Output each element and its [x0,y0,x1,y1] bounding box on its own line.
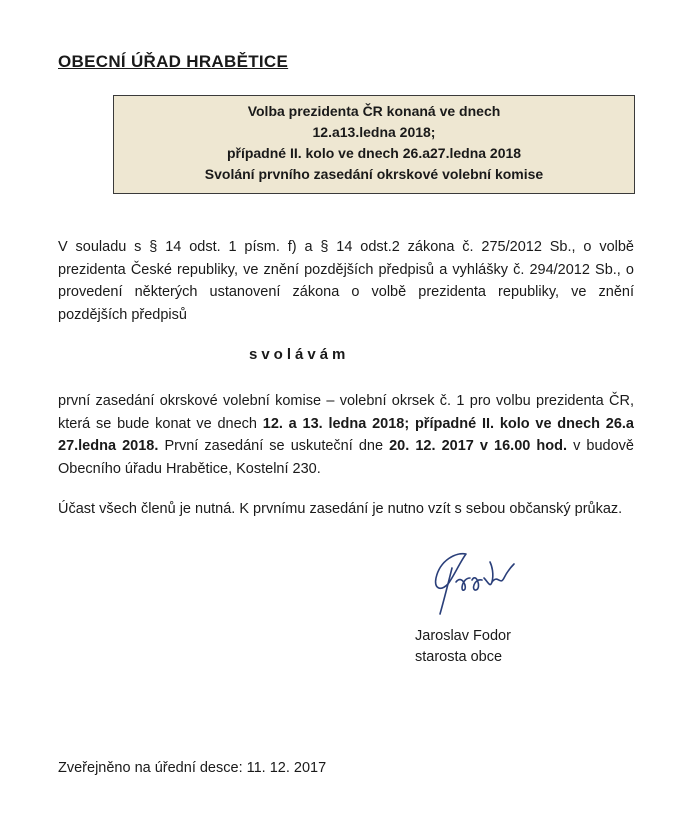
meeting-datetime: 20. 12. 2017 v 16.00 hod. [389,438,568,454]
signer-role: starosta obce [415,649,503,665]
convening-paragraph [58,390,634,480]
signer-block [415,626,511,668]
convening-text-3: v budově Obecního úřadu Hrabětice, Kostelní 230. [58,438,634,477]
convening-text-2: První zasedání se uskuteční dne [158,438,390,454]
signer-name: Jaroslav Fodor [415,628,511,644]
header-line-4: Svolání prvního zasedání okrskové volební komise [204,166,544,182]
election-header-box [113,95,635,194]
convening-text-1: první zasedání okrskové volební komise – volební okrsek č. 1 pro volbu prezidenta ČR, která se bude konat ve dnech [58,393,634,432]
header-line-3: případné II. kolo ve dnech 26.a27.ledna 2018 [226,145,522,161]
attendance-note: Účast všech členů je nutná. K prvnímu zasedání je nutno vzít s sebou občanský průkaz. [58,501,623,517]
header-line-2: 12.a13.ledna 2018; [312,124,436,140]
header-line-1: Volba prezidenta ČR konaná ve dnech [247,103,501,119]
intro-paragraph: V souladu s § 14 odst. 1 písm. f) a § 14 odst.2 zákona č. 275/2012 Sb., o volbě prezidenta České republiky, ve znění pozdějších předpisů a vyhlášky č. 294/2012 Sb., o provedení některých ustanovení zákona o volbě prezidenta republiky, ve znění pozdějších předpisů [58,239,634,323]
election-dates: 12. a 13. ledna 2018; případné II. kolo ve dnech 26.a 27.ledna 2018. [58,415,634,454]
handwritten-signature [426,548,526,618]
convening-heading: svolávám [249,346,350,363]
office-title: OBECNÍ ÚŘAD HRABĚTICE [58,52,289,71]
posting-date: Zveřejněno na úřední desce: 11. 12. 2017 [58,760,327,776]
